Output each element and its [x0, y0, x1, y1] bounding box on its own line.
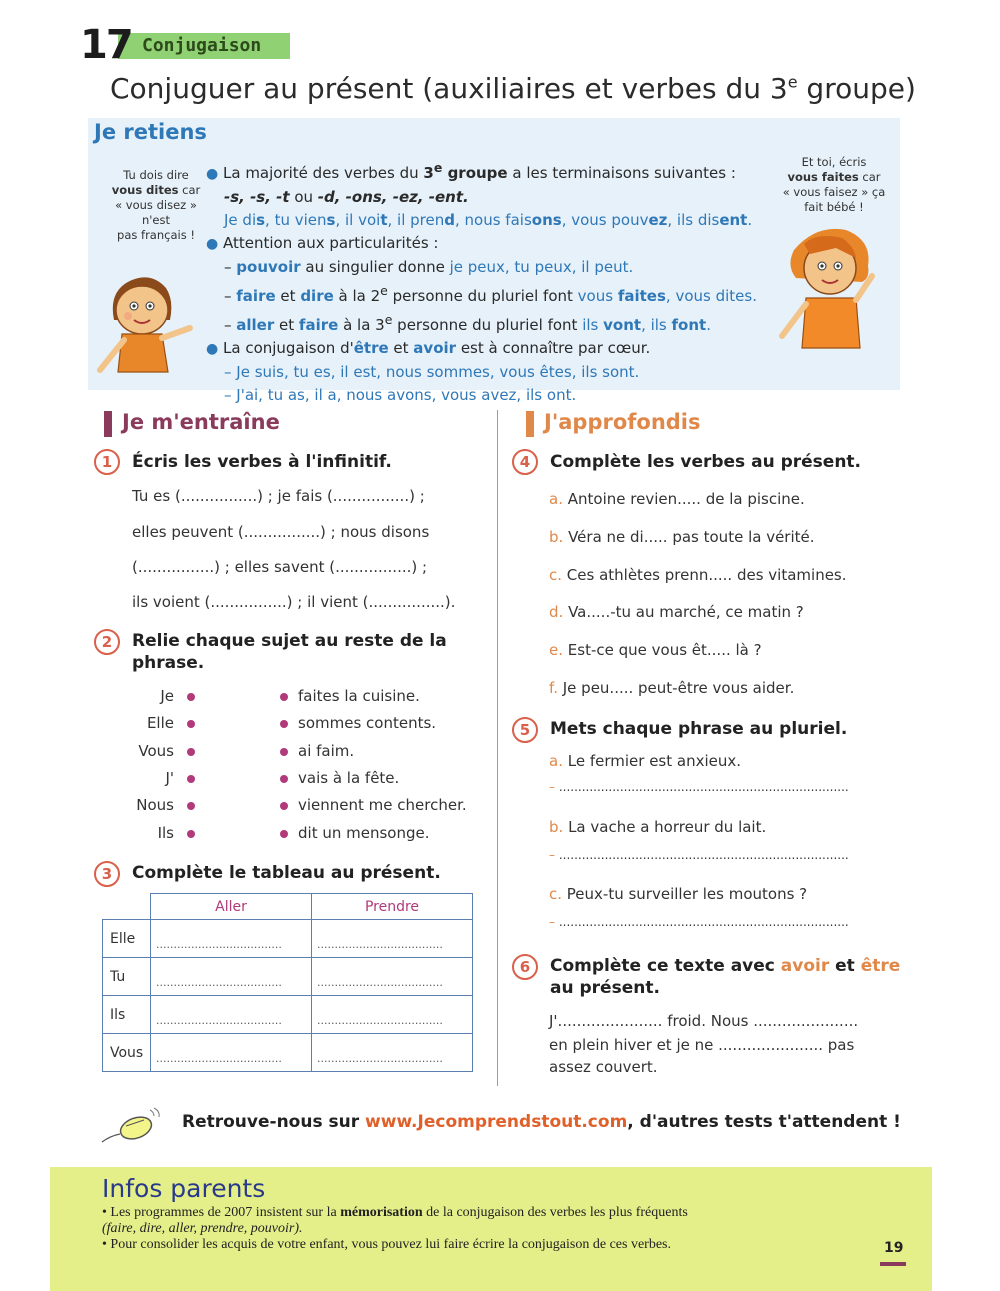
website-link[interactable]: www.Jecomprendstout.com	[365, 1112, 628, 1132]
table-row	[103, 996, 473, 1034]
subject-je: Je	[160, 687, 174, 705]
table-row-label: Vous	[103, 1034, 151, 1072]
exercise-number-3: 3	[94, 861, 120, 887]
chapter-number: 17	[80, 22, 132, 68]
subject-elle: Elle	[146, 714, 174, 732]
match-dot-right[interactable]	[280, 720, 288, 728]
parents-title: Infos parents	[102, 1174, 266, 1203]
ending-4: vais à la fête.	[298, 769, 400, 787]
table-row-label: Elle	[103, 920, 151, 958]
ending-3: ai faim.	[298, 742, 355, 760]
exercise-number-5: 5	[512, 717, 538, 743]
parents-text: • Les programmes de 2007 insistent sur la mémorisation de la conjugaison des verbes les plus fréquents (faire, dire, aller, prendre, pouvoir). • Pour consolider les acquis de votre enfant, vous pouvez lui faire écrire la conjugaison de ces verbes.	[102, 1205, 688, 1252]
conjugation-avoir: – J'ai, tu as, il a, nous avons, vous avez, ils ont.	[224, 386, 577, 404]
subject-j: J'	[165, 769, 174, 787]
ex1-line-1: Tu es (................) ; je fais (................) ;	[132, 487, 425, 505]
ending-2: sommes contents.	[298, 714, 437, 732]
ex5-item-c: c. Peux-tu surveiller les moutons ?	[549, 885, 808, 903]
ex4-item-e: e. Est-ce que vous êt..... là ?	[549, 641, 762, 659]
table-row-label: Ils	[103, 996, 151, 1034]
match-dot-left[interactable]	[187, 720, 195, 728]
particularity-1: – pouvoir au singulier donne je peux, tu peux, il peut.	[224, 258, 634, 276]
ending-5: viennent me chercher.	[298, 796, 467, 814]
exercise-title-2: Relie chaque sujet au reste de la phrase.	[132, 631, 447, 673]
table-blank-cell[interactable]: ....................................	[151, 1034, 312, 1072]
exercise-number-4: 4	[512, 449, 538, 475]
exercise-title-4: Complète les verbes au présent.	[550, 452, 862, 472]
boy-illustration-icon	[92, 262, 202, 386]
table-blank-cell[interactable]: ....................................	[151, 996, 312, 1034]
subject-ils: Ils	[157, 824, 174, 842]
table-blank-cell[interactable]: ....................................	[312, 996, 473, 1034]
ex6-line-1[interactable]: J'...................... froid. Nous ......................	[549, 1012, 859, 1030]
retiens-title: Je retiens	[94, 120, 207, 144]
ex4-item-d: d. Va.....-tu au marché, ce matin ?	[549, 603, 804, 621]
column-divider	[497, 410, 498, 1086]
ex4-item-a: a. Antoine revien..... de la piscine.	[549, 490, 805, 508]
ex6-line-2[interactable]: en plein hiver et je ne ...................... pas	[549, 1036, 855, 1054]
rule-1-endings: -s, -s, -t ou -d, -ons, -ez, -ent.	[224, 188, 469, 206]
chapter-label: Conjugaison	[142, 35, 262, 56]
conjugation-table	[102, 893, 473, 1072]
match-dot-left[interactable]	[187, 775, 195, 783]
page-number-bar	[880, 1262, 906, 1266]
exercise-number-2: 2	[94, 629, 120, 655]
exercise-title-5: Mets chaque phrase au pluriel.	[550, 719, 848, 739]
website-banner: Retrouve-nous sur www.Jecomprendstout.com, d'autres tests t'attendent !	[182, 1112, 901, 1132]
particularity-2: – faire et dire à la 2e personne du pluriel font vous faites, vous dites.	[224, 283, 757, 305]
exercise-title-1: Écris les verbes à l'infinitif.	[132, 452, 392, 472]
table-blank-cell[interactable]: ....................................	[312, 958, 473, 996]
ex4-item-f: f. Je peu..... peut-être vous aider.	[549, 679, 795, 697]
ex5-answer-line[interactable]: – ............................................................................	[549, 848, 849, 862]
match-dot-right[interactable]	[280, 802, 288, 810]
section-title-approfondis: J'approfondis	[544, 410, 701, 434]
rule-1-examples: Je dis, tu viens, il voit, il prend, nous faisons, vous pouvez, ils disent.	[224, 211, 753, 229]
particularity-3: – aller et faire à la 3e personne du pluriel font ils vont, ils font.	[224, 312, 711, 334]
match-dot-right[interactable]	[280, 775, 288, 783]
table-row	[103, 1034, 473, 1072]
table-blank-cell[interactable]: ....................................	[151, 958, 312, 996]
ex6-line-3: assez couvert.	[549, 1058, 658, 1076]
section-title-entraine: Je m'entraîne	[122, 410, 280, 434]
table-blank-cell[interactable]: ....................................	[151, 920, 312, 958]
match-dot-right[interactable]	[280, 830, 288, 838]
ex4-item-c: c. Ces athlètes prenn..... des vitamines.	[549, 566, 847, 584]
table-blank-cell[interactable]: ....................................	[312, 920, 473, 958]
mouse-icon	[100, 1104, 164, 1146]
ex1-line-4: ils voient (................) ; il vient (................).	[132, 593, 456, 611]
page-title: Conjuguer au présent (auxiliaires et verbes du 3e groupe)	[110, 72, 916, 105]
table-header-aller: Aller	[151, 894, 312, 920]
exercise-title-6: Complète ce texte avec avoir et être au présent.	[550, 956, 901, 998]
girl-illustration-icon	[776, 218, 894, 368]
ex4-item-b: b. Véra ne di..... pas toute la vérité.	[549, 528, 815, 546]
page-number: 19	[884, 1240, 904, 1256]
exercise-number-6: 6	[512, 954, 538, 980]
table-header-prendre: Prendre	[312, 894, 473, 920]
match-dot-left[interactable]	[187, 748, 195, 756]
section-bar-approfondis	[526, 411, 534, 437]
ex1-line-2: elles peuvent (................) ; nous disons	[132, 523, 430, 541]
rule-3: ● La conjugaison d'être et avoir est à connaître par cœur.	[206, 339, 651, 357]
subject-nous: Nous	[136, 796, 174, 814]
section-bar-entraine	[104, 411, 112, 437]
retiens-rules	[206, 156, 776, 407]
exercise-title-3: Complète le tableau au présent.	[132, 863, 441, 883]
table-row-label: Tu	[103, 958, 151, 996]
ex5-item-b: b. La vache a horreur du lait.	[549, 818, 767, 836]
ex5-answer-line[interactable]: – ............................................................................	[549, 780, 849, 794]
ex5-answer-line[interactable]: – ............................................................................	[549, 915, 849, 929]
exercise-number-1: 1	[94, 449, 120, 475]
match-dot-left[interactable]	[187, 693, 195, 701]
match-dot-left[interactable]	[187, 802, 195, 810]
ex1-line-3: (................) ; elles savent (................) ;	[132, 558, 428, 576]
match-dot-right[interactable]	[280, 693, 288, 701]
table-blank-cell[interactable]: ....................................	[312, 1034, 473, 1072]
match-dot-right[interactable]	[280, 748, 288, 756]
table-row	[103, 958, 473, 996]
ex5-item-a: a. Le fermier est anxieux.	[549, 752, 742, 770]
match-dot-left[interactable]	[187, 830, 195, 838]
table-row	[103, 920, 473, 958]
ending-1: faites la cuisine.	[298, 687, 420, 705]
rule-1: ● La majorité des verbes du 3e groupe a les terminaisons suivantes :	[206, 160, 736, 182]
conjugation-etre: – Je suis, tu es, il est, nous sommes, vous êtes, ils sont.	[224, 363, 640, 381]
ending-6: dit un mensonge.	[298, 824, 430, 842]
speech-bubble-right: Et toi, écris vous faites car « vous faisez » ça fait bébé !	[782, 155, 886, 214]
subject-vous: Vous	[138, 742, 174, 760]
rule-2: ● Attention aux particularités :	[206, 234, 439, 252]
speech-bubble-left: Tu dois dire vous dites car « vous disez » n'est pas français !	[111, 168, 201, 242]
